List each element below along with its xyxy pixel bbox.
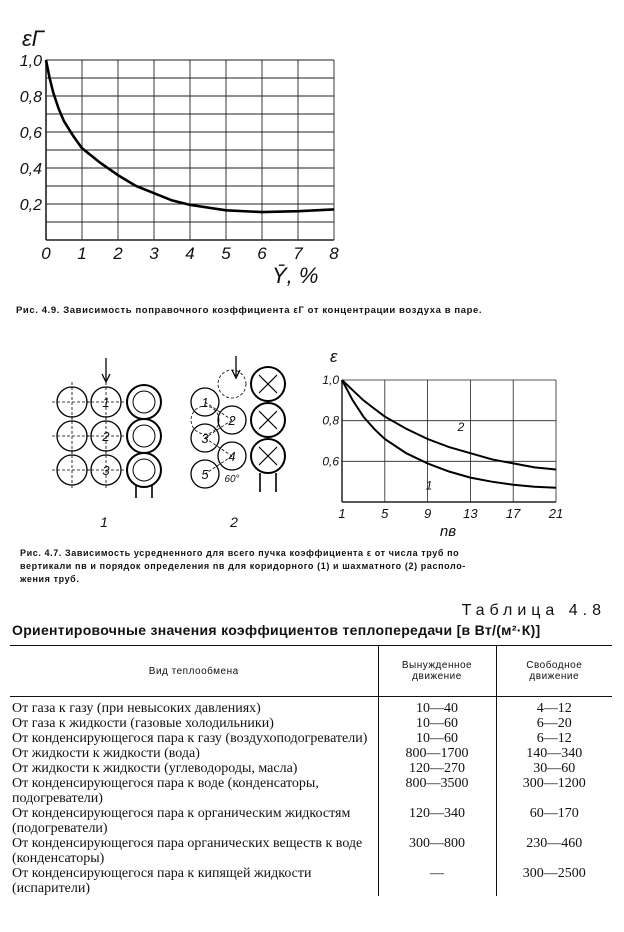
row-name: От жидкости к жидкости (углеводороды, масла) [12, 761, 298, 776]
table-title: Ориентировочные значения коэффициентов теплопередачи [в Вт/(м²·К)] [12, 622, 541, 638]
row-forced: 120—340 [378, 806, 496, 836]
outer-tube [127, 453, 161, 487]
tube-circle-hidden [218, 370, 246, 398]
row-forced: 120—270 [378, 761, 496, 776]
x-tick-label: 17 [505, 506, 521, 521]
diagram-label: 1 [100, 514, 108, 530]
outer-tube-inner [133, 459, 155, 481]
row-free: 6—12 [536, 731, 572, 746]
tube-number: 1 [102, 395, 110, 410]
x-tick-label: 4 [185, 244, 195, 263]
x-tick-label: 6 [257, 244, 267, 263]
figure-4-9-caption: Рис. 4.9. Зависимость поправочного коэффициента εГ от концентрации воздуха в паре. [16, 305, 483, 316]
outer-tube [127, 419, 161, 453]
row-forced: 800—1700 [378, 746, 496, 761]
tube-number: 4 [228, 449, 236, 464]
y-tick-label: 1,0 [19, 53, 42, 70]
table-row [10, 716, 612, 731]
row-name: От конденсирующегося пара к кипящей жидкости (испарители) [12, 866, 312, 896]
header-kind: Вид теплообмена [10, 646, 378, 697]
outer-tube-cross [259, 375, 277, 393]
y-tick-label: 1,0 [322, 373, 339, 387]
header-forced-line1: Вынужденное [401, 660, 473, 671]
series-label: 1 [425, 478, 433, 493]
header-free-line1: Свободное [526, 660, 583, 671]
x-tick-label: 7 [293, 244, 303, 263]
row-free: 140—340 [526, 746, 583, 761]
chart-concentration-correction [0, 0, 624, 300]
x-tick-label: 5 [381, 506, 389, 521]
x-tick-label: 0 [41, 244, 51, 263]
tube-number: 3 [102, 463, 110, 478]
heat-transfer-table [10, 645, 612, 896]
y-tick-label: 0,6 [322, 454, 339, 469]
y-tick-label: 0,6 [19, 125, 42, 142]
row-forced: 10—60 [378, 716, 496, 731]
y-tick-label: 0,4 [19, 161, 42, 178]
series-line [342, 380, 556, 470]
header-forced-line2: движение [412, 671, 462, 682]
row-free: 4—12 [536, 701, 572, 716]
table-row [10, 866, 612, 896]
series-line [342, 380, 556, 488]
header-free-line2: движение [529, 671, 580, 682]
row-name: От газа к жидкости (газовые холодильники) [12, 716, 274, 731]
tube-circle-hidden [191, 406, 219, 434]
figure-4-7-caption [20, 547, 466, 586]
table-row [10, 806, 612, 836]
outer-tube-cross [259, 411, 277, 429]
row-free: 300—1200 [522, 776, 586, 791]
y-tick-label: 0,8 [19, 89, 42, 106]
tube-number: 2 [102, 429, 110, 444]
table-label: Таблица 4.8 [461, 602, 606, 619]
table-row [10, 746, 612, 761]
x-tick-label: 13 [463, 506, 478, 521]
row-name: От конденсирующегося пара к газу (воздухоподогреватели) [12, 731, 368, 746]
x-tick-label: 1 [338, 506, 346, 521]
series-label: 2 [457, 419, 465, 434]
table-row [10, 836, 612, 866]
row-name: От газа к газу (при невысоких давлениях) [12, 701, 261, 716]
figure-4-7-caption-line3: жения труб. [20, 574, 80, 584]
diagram-label: 2 [230, 514, 238, 530]
outer-tube-cross [259, 447, 277, 465]
y-tick-label: 0,8 [322, 413, 339, 428]
row-forced: 300—800 [378, 836, 496, 866]
x-axis-label: nв [439, 523, 457, 540]
tube-number: 5 [201, 467, 209, 482]
x-tick-label: 9 [423, 506, 432, 521]
tube-number: 1 [201, 395, 209, 410]
tube-arrangement-diagrams [0, 340, 330, 540]
row-forced: 10—40 [378, 697, 496, 717]
x-tick-label: 21 [548, 506, 564, 521]
outlet-pipe [260, 473, 276, 492]
x-tick-label: 3 [149, 244, 159, 263]
header-forced [378, 646, 496, 697]
row-free: 230—460 [526, 836, 583, 851]
row-free: 60—170 [529, 806, 579, 821]
row-forced: 800—3500 [378, 776, 496, 806]
y-tick-label: 0,2 [19, 197, 42, 214]
x-tick-label: 1 [77, 244, 87, 263]
figure-4-7-caption-line2: вертикали nв и порядок определения nв для коридорного (1) и шахматного (2) располо- [20, 561, 466, 571]
row-name: От жидкости к жидкости (вода) [12, 746, 200, 761]
table-row [10, 731, 612, 746]
y-axis-label: εГ [22, 26, 44, 51]
row-free: 300—2500 [522, 866, 586, 881]
chart-tube-row-count [300, 340, 624, 540]
table-row [10, 776, 612, 806]
row-free: 30—60 [533, 761, 576, 776]
x-axis-label: Ȳ, % [272, 263, 319, 288]
tube-number: 3 [201, 431, 209, 446]
outer-tube [127, 385, 161, 419]
row-name: От конденсирующегося пара органических веществ к воде (конденсаторы) [12, 836, 363, 866]
x-tick-label: 5 [221, 244, 231, 263]
row-forced: 10—60 [378, 731, 496, 746]
row-forced: — [378, 866, 496, 896]
y-axis-label: ε [330, 347, 338, 366]
row-free: 6—20 [536, 716, 572, 731]
tube-number: 2 [228, 413, 236, 428]
row-name: От конденсирующегося пара к воде (конденсаторы, подогреватели) [12, 776, 319, 806]
outer-tube-inner [133, 391, 155, 413]
table-row [10, 697, 612, 717]
figure-4-7-caption-line1: Рис. 4.7. Зависимость усредненного для всего пучка коэффициента ε от числа труб по [20, 548, 460, 558]
row-name: От конденсирующегося пара к органическим жидкостям (подогреватели) [12, 806, 351, 836]
table-row [10, 761, 612, 776]
outer-tube-inner [133, 425, 155, 447]
x-tick-label: 8 [329, 244, 339, 263]
angle-label: 60° [224, 474, 240, 485]
x-tick-label: 2 [113, 244, 123, 263]
header-free [496, 646, 612, 697]
